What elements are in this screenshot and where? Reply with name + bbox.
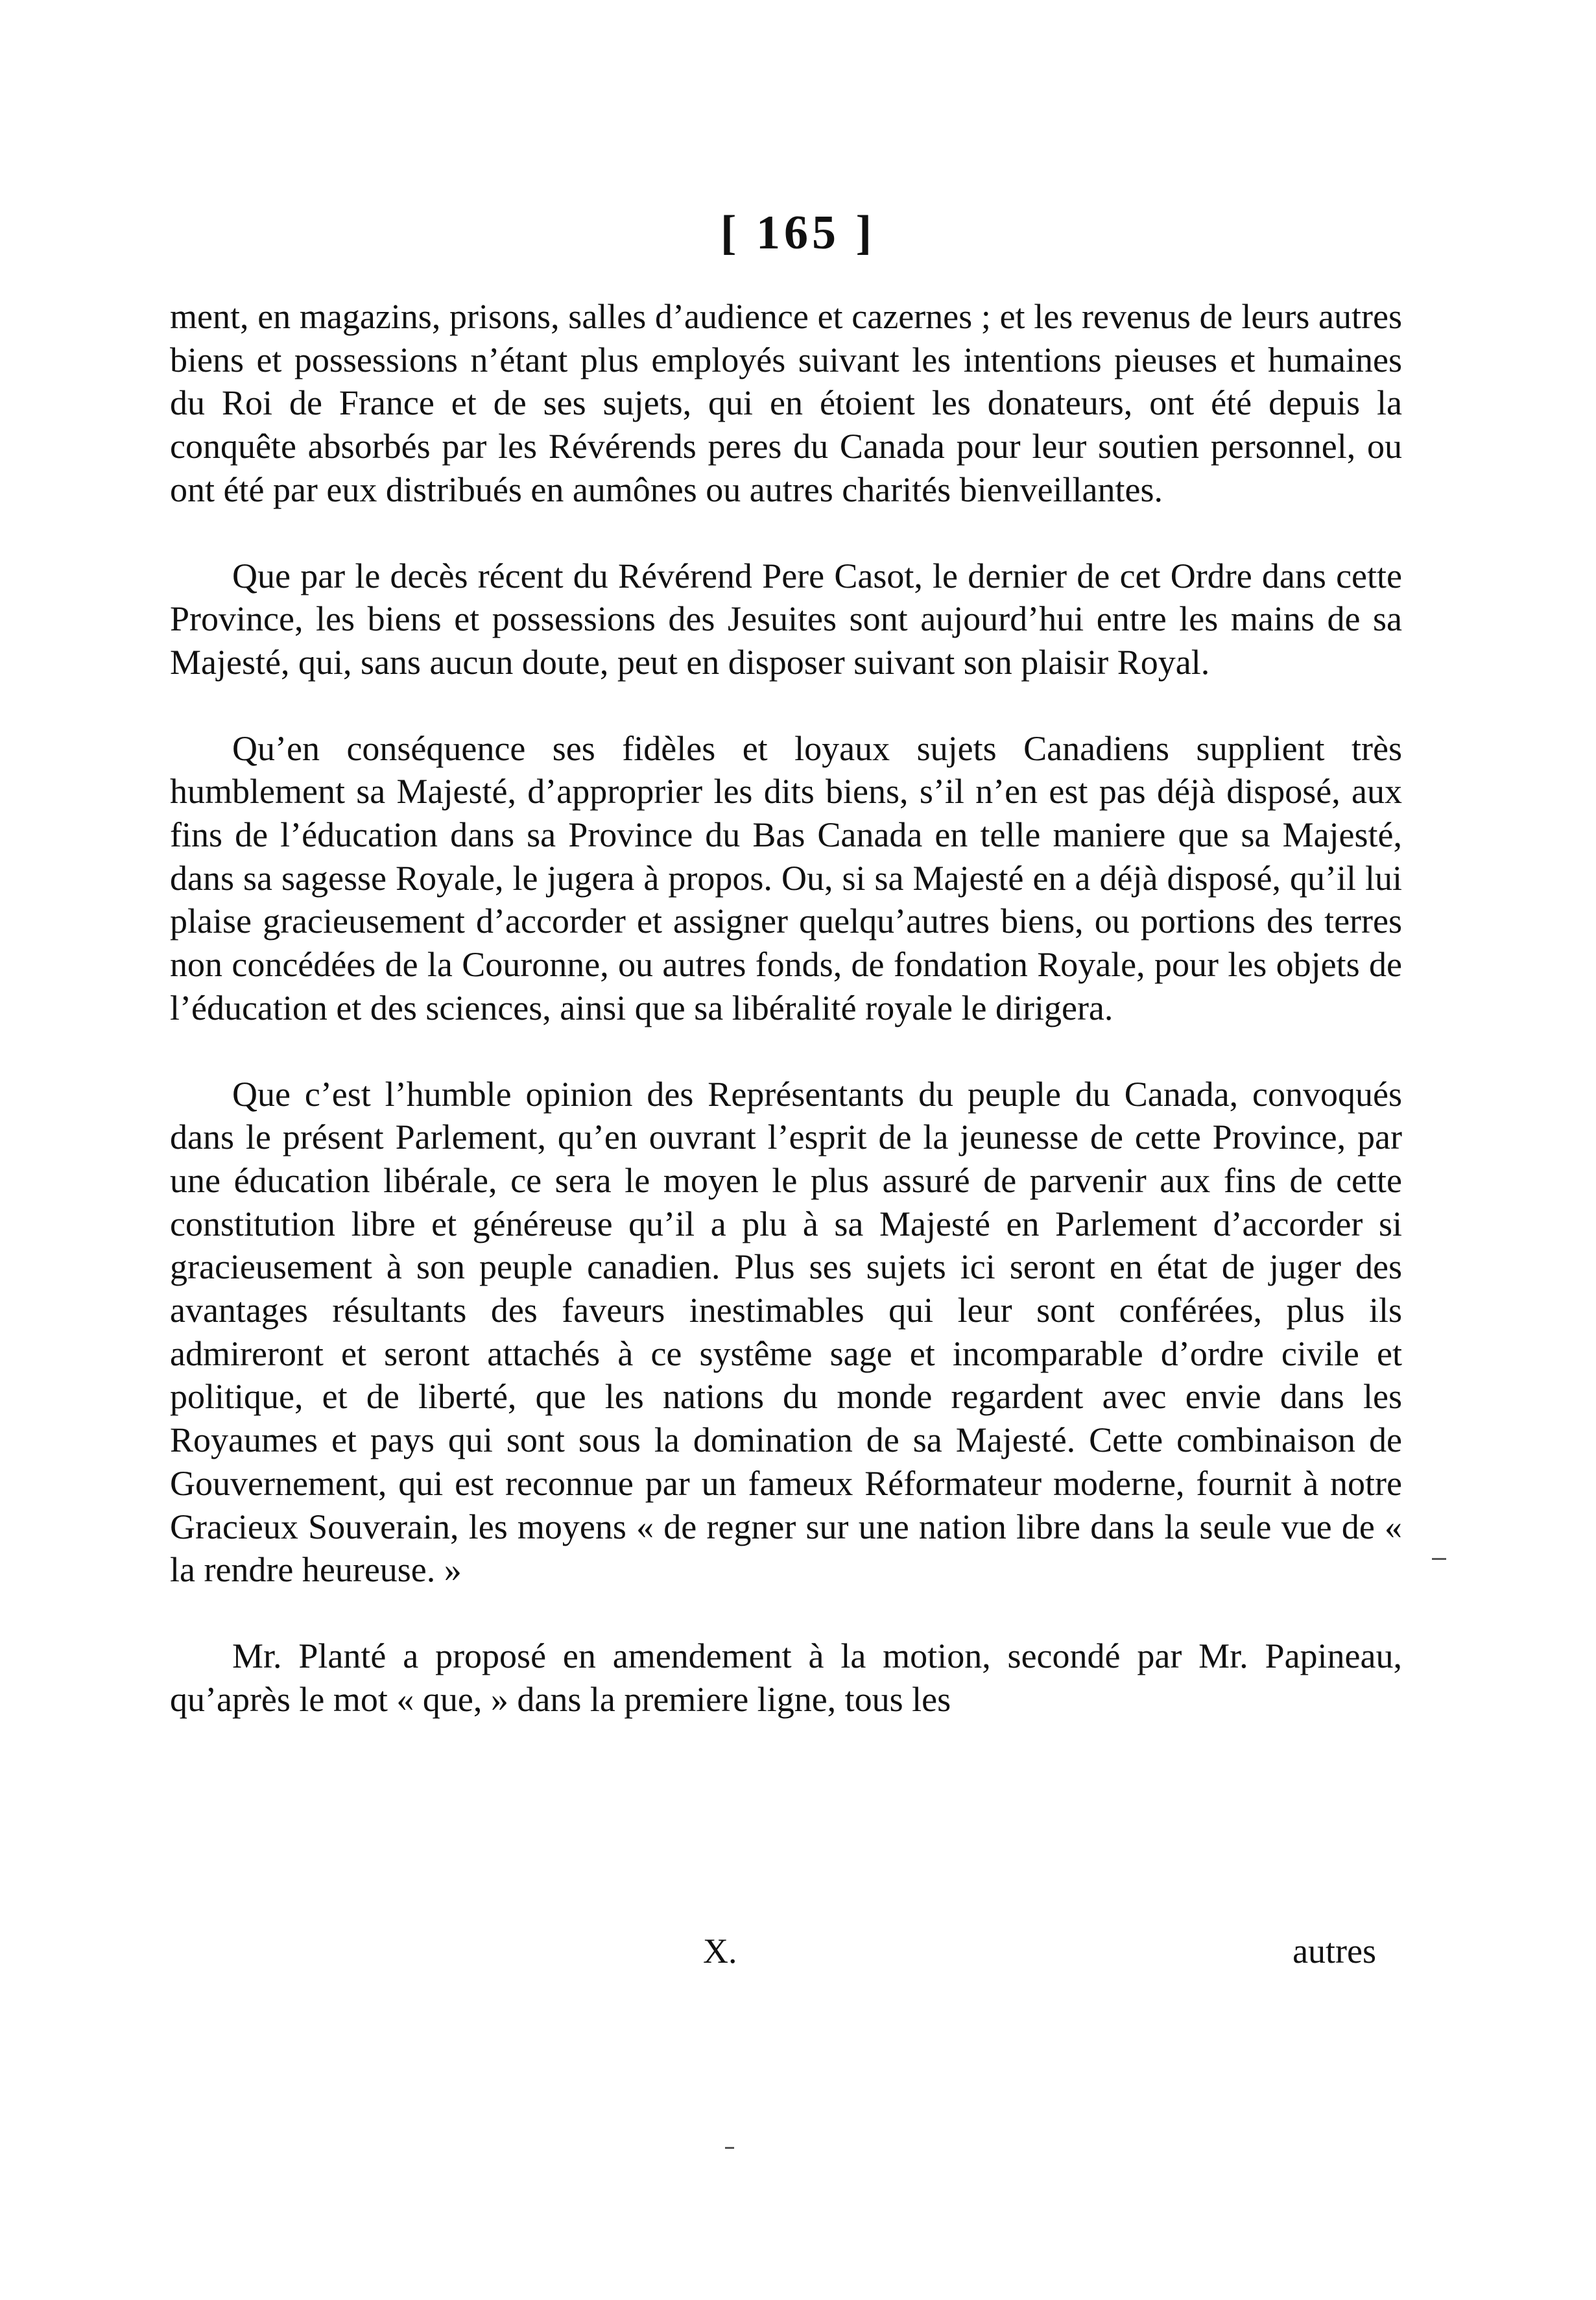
paragraph-amendment: Mr. Planté a proposé en amendement à la motion, secondé par Mr. Papineau, qu’après le mot « que, » dans la premiere ligne, tous les xyxy=(170,1636,1402,1719)
paragraph-jesuit-estates: Que par le decès récent du Révérend Pere Casot, le dernier de cet Ordre dans cette Province, les biens et possessions des Jesuites sont aujourd’hui entre les mains de sa Majesté, qui, sans aucun doute, peut en disposer suivant son plaisir Royal. xyxy=(170,556,1402,682)
margin-speck xyxy=(1432,1558,1446,1560)
signature-mark: X. xyxy=(703,1932,737,1971)
paragraph-opinion: Que c’est l’humble opinion des Représentants du peuple du Canada, convoqués dans le présent Parlement, qu’en ouvrant l’esprit de la jeunesse de cette Province, par une éducation libérale, ce sera le moyen le plus assuré de parvenir aux fins de cette constitution libre et généreuse qu’il a plu à sa Majesté en Parlement d’accorder si gracieusement à son peuple canadien. Plus ses sujets ici seront en état de juger des avantages résultants des faveurs inestimables qui leur sont conférées, plus ils admireront et seront attachés à ce systême sage et incomparable d’ordre civile et politique, et de liberté, que les nations du monde regardent avec envie dans les Royaumes et pays qui sont sous la domination de sa Majesté. Cette combinaison de Gouvernement, qui est reconnue par un fameux Réformateur moderne, fournit à notre Gracieux Souverain, les moyens « de regner sur une nation libre dans la seule vue de « la rendre heureuse. » xyxy=(170,1074,1402,1590)
page-number: [ 165 ] xyxy=(720,206,876,259)
body-text xyxy=(170,295,1402,1721)
paragraph-continuation: ment, en magazins, prisons, salles d’audience et cazernes ; et les revenus de leurs autres biens et possessions n’étant plus employés suivant les intentions pieuses et humaines du Roi de France et de ses sujets, qui en étoient les donateurs, ont été depuis la conquête absorbés par les Révérends peres du Canada pour leur soutien personnel, ou ont été par eux distribués en aumônes ou autres charités bienveillantes. xyxy=(170,297,1402,509)
paragraph-petition: Qu’en conséquence ses fidèles et loyaux sujets Canadiens supplient très humblement sa Majesté, d’approprier les dits biens, s’il n’en est pas déjà disposé, aux fins de l’éducation dans sa Province du Bas Canada en telle maniere que sa Majesté, dans sa sagesse Royale, le jugera à propos. Ou, si sa Majesté en a déjà disposé, qu’il lui plaise gracieusement d’accorder et assigner quelqu’autres biens, ou portions des terres non concédées de la Couronne, ou autres fonds, de fondation Royale, pour les objets de l’éducation et des sciences, ainsi que sa libéralité royale le dirigera. xyxy=(170,728,1402,1027)
catchword: autres xyxy=(1292,1932,1376,1971)
page-footer xyxy=(170,1930,1402,1975)
bottom-speck xyxy=(725,2147,734,2149)
